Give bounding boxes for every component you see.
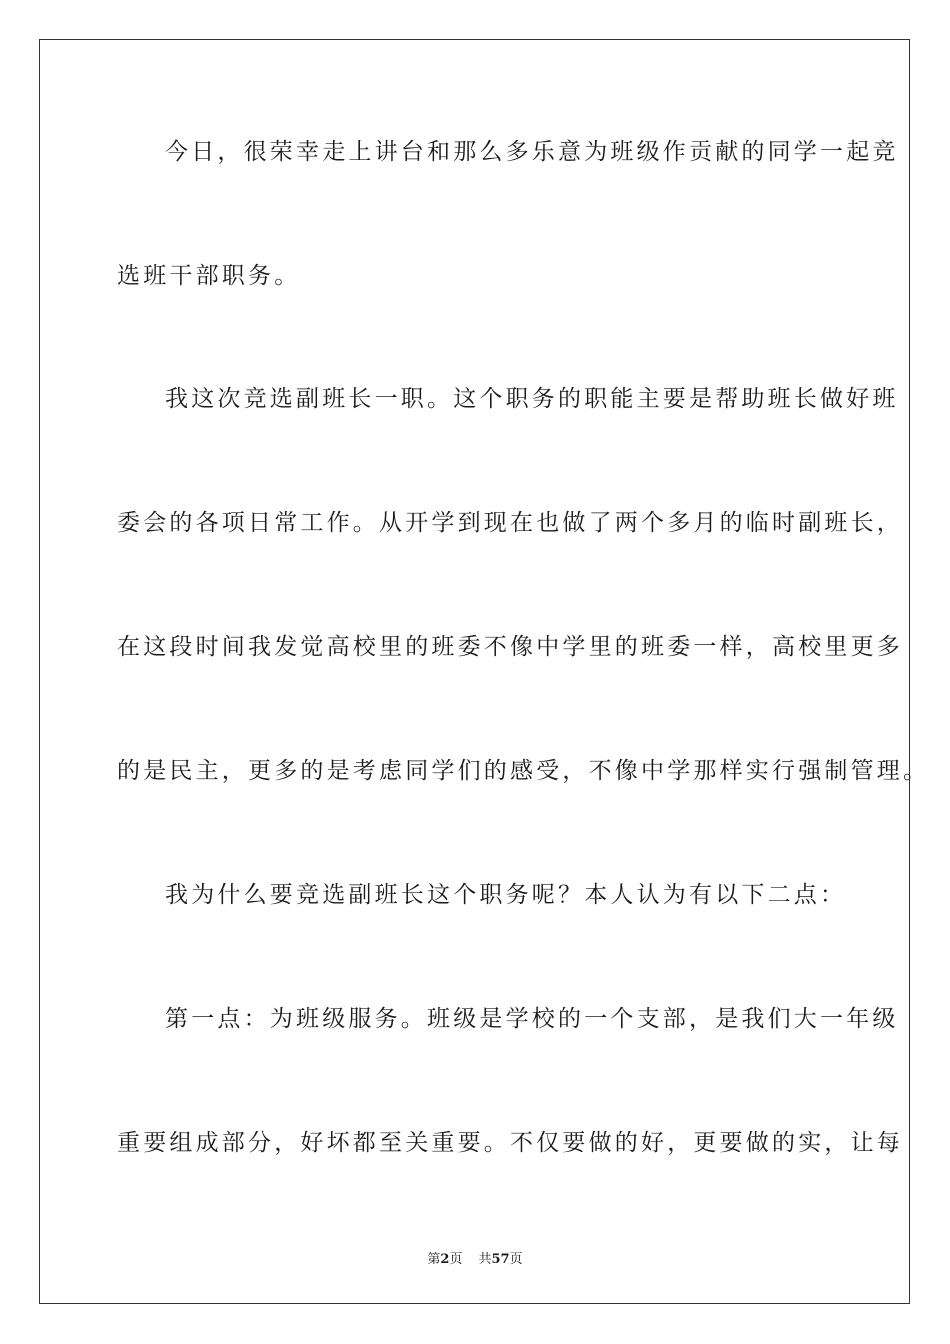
page-footer <box>0 1248 950 1267</box>
paragraph-line: 的是民主，更多的是考虑同学们的感受，不像中学那样实行强制管理。 <box>117 758 930 784</box>
total-pages: 57 <box>491 1252 510 1267</box>
paragraph-line: 在这段时间我发觉高校里的班委不像中学里的班委一样，高校里更多 <box>117 634 903 660</box>
page-suffix: 页 <box>449 1252 463 1267</box>
paragraph-line: 选班干部职务。 <box>117 263 301 289</box>
paragraph-line: 我为什么要竞选副班长这个职务呢？本人认为有以下二点： <box>165 882 847 908</box>
page-border <box>39 39 930 1304</box>
paragraph-line: 我这次竞选副班长一职。这个职务的职能主要是帮助班长做好班 <box>165 386 899 412</box>
paragraph-line: 今日，很荣幸走上讲台和那么多乐意为班级作贡献的同学一起竞 <box>165 139 899 165</box>
total-suffix: 页 <box>509 1252 523 1267</box>
page-prefix: 第 <box>427 1252 441 1267</box>
paragraph-line: 重要组成部分，好坏都至关重要。不仅要做的好，更要做的实，让每 <box>117 1130 903 1156</box>
paragraph-line: 委会的各项日常工作。从开学到现在也做了两个多月的临时副班长， <box>117 510 903 536</box>
paragraph-line: 第一点：为班级服务。班级是学校的一个支部，是我们大一年级 <box>165 1006 899 1032</box>
page-number: 2 <box>440 1252 450 1267</box>
total-prefix: 共 <box>478 1252 492 1267</box>
